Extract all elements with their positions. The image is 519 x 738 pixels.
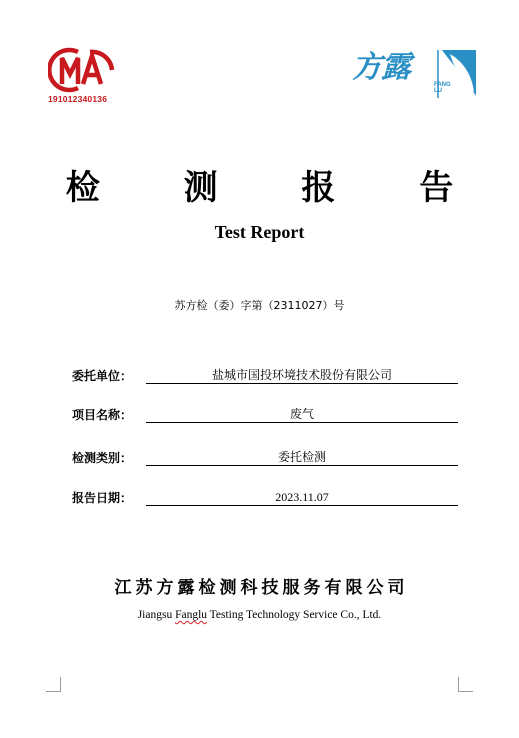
field-date-value: 2023.11.07: [146, 489, 458, 506]
field-category: [72, 449, 458, 467]
company-name-en-prefix: Jiangsu: [137, 609, 176, 621]
corner-mark-left: [46, 677, 61, 692]
report-title-cn: 检 测 报 告: [65, 168, 490, 208]
field-project-label: 项目名称：: [72, 408, 133, 422]
company-name-en-spellcheck-word: Fanglu: [175, 609, 208, 621]
field-date: [72, 489, 458, 507]
fanglu-logo-english: FANG LU: [434, 82, 451, 94]
company-name-en: [0, 607, 519, 623]
company-name-cn: 江苏方露检测科技服务有限公司: [114, 578, 409, 598]
field-date-label: 报告日期：: [72, 491, 133, 505]
field-client: [72, 367, 458, 385]
field-project: [72, 406, 458, 424]
report-title-en: Test Report: [214, 222, 305, 242]
field-category-value: 委托检测: [146, 449, 458, 466]
field-client-label: 委托单位：: [72, 369, 133, 383]
field-project-value: 废气: [146, 406, 458, 423]
cma-logo-icon: [48, 46, 120, 94]
field-client-value: 盐城市国投环境技术股份有限公司: [146, 367, 458, 384]
fanglu-logo-text: 方露: [352, 50, 410, 85]
corner-mark-right: [458, 677, 473, 692]
report-number: 苏方检（委）字第（2311027）号: [174, 299, 345, 312]
field-category-label: 检测类别：: [72, 451, 133, 465]
company-name-en-suffix: Testing Technology Service Co., Ltd.: [207, 609, 382, 621]
cma-certificate-number: 191012340136: [48, 94, 108, 104]
